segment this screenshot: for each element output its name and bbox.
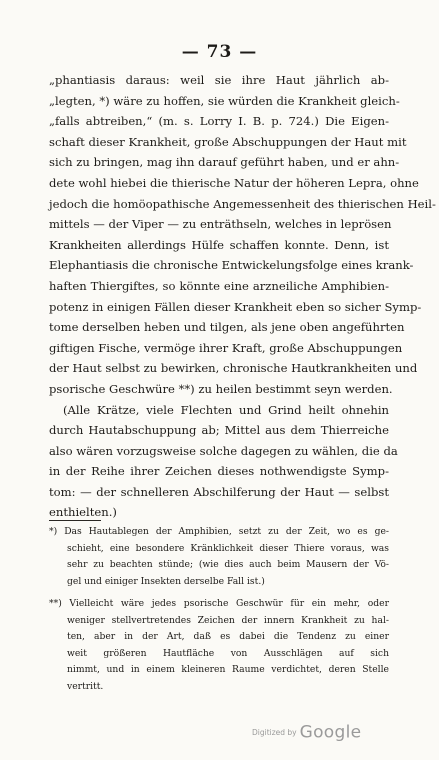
footnote-line: weniger stellvertretendes Zeichen der innern Krankheit zu hal- <box>67 614 389 626</box>
footnote-divider <box>49 520 101 521</box>
text-line: Elephantiasis die chronische Entwickelungsfolge eines krank- <box>49 258 414 273</box>
text-line: haften Thiergiftes, so könnte eine arzneiliche Amphibien- <box>49 278 389 293</box>
watermark-brand: Google <box>299 722 362 743</box>
text-line: (Alle Krätze, viele Flechten und Grind heilt ohnehin <box>63 402 389 417</box>
text-line: sich zu bringen, mag ihn darauf geführt haben, und er ahn- <box>49 155 400 170</box>
footnote-line: schieht, eine besondere Kränklichkeit dieser Thiere voraus, was <box>67 542 389 554</box>
text-line: „falls abtreiben,“ (m. s. Lorry I. B. p. 724.) Die Eigen- <box>49 114 389 129</box>
footnote-line: sehr zu beachten stünde; (wie dies auch beim Mausern der Vö- <box>67 559 389 570</box>
text-line: mittels — der Viper — zu enträthseln, welches in leprösen <box>49 217 392 232</box>
text-line: psorische Geschwüre **) zu heilen bestimmt seyn werden. <box>49 381 393 396</box>
page-number: — 73 — <box>181 42 258 62</box>
text-line: durch Hautabschuppung ab; Mittel aus dem Thierreiche <box>49 423 389 438</box>
footnote-line: **) Vielleicht wäre jedes psorische Geschwür für ein mehr, oder <box>49 598 389 609</box>
text-line: potenz in einigen Fällen dieser Krankheit eben so sicher Symp- <box>49 299 422 314</box>
text-line: tom: — der schnelleren Abschilferung der Haut — selbst <box>49 484 389 499</box>
text-line: in der Reihe ihrer Zeichen dieses nothwendigste Symp- <box>49 464 389 479</box>
watermark-prefix: Digitized by <box>252 728 297 737</box>
text-line: giftigen Fische, vermöge ihrer Kraft, große Abschuppungen <box>49 340 403 355</box>
digitized-watermark <box>252 722 361 743</box>
footnote-line: nimmt, und in einem kleineren Raume verdichtet, deren Stelle <box>67 664 389 675</box>
text-line: „legten, *) wäre zu hoffen, sie würden die Krankheit gleich- <box>49 93 400 108</box>
footnote-line: *) Das Hautablegen der Amphibien, setzt zu der Zeit, wo es ge- <box>49 526 389 537</box>
text-line: jedoch die homöopathische Angemessenheit des thierischen Heil- <box>49 196 436 211</box>
text-line: der Haut selbst zu bewirken, chronische Hautkrankheiten und <box>49 361 418 376</box>
text-line: „phantiasis daraus: weil sie ihre Haut jährlich ab- <box>49 73 389 87</box>
footnotes <box>49 524 389 695</box>
footnote-1 <box>49 524 389 590</box>
footnote-line: vertritt. <box>67 680 104 692</box>
footnote-2 <box>49 596 389 695</box>
text-line: also wären vorzugsweise solche dagegen zu wählen, die da <box>49 443 398 458</box>
footnote-line: ten, aber in der Art, daß es dabei die Tendenz zu einer <box>67 631 389 642</box>
footnote-line: weit größeren Hautfläche von Ausschlägen auf sich <box>67 647 389 659</box>
text-line: dete wohl hiebei die thierische Natur der höheren Lepra, ohne <box>49 175 419 190</box>
footnote-line: gel und einiger Insekten derselbe Fall ist.) <box>67 575 265 587</box>
text-line: tome derselben heben und tilgen, als jene oben angeführten <box>49 320 405 335</box>
text-line: Krankheiten allerdings Hülfe schaffen konnte. Denn, ist <box>49 237 389 252</box>
main-text <box>49 70 436 523</box>
text-line: enthielten.) <box>49 505 117 520</box>
text-line: schaft dieser Krankheit, große Abschuppungen der Haut mit <box>49 134 407 149</box>
